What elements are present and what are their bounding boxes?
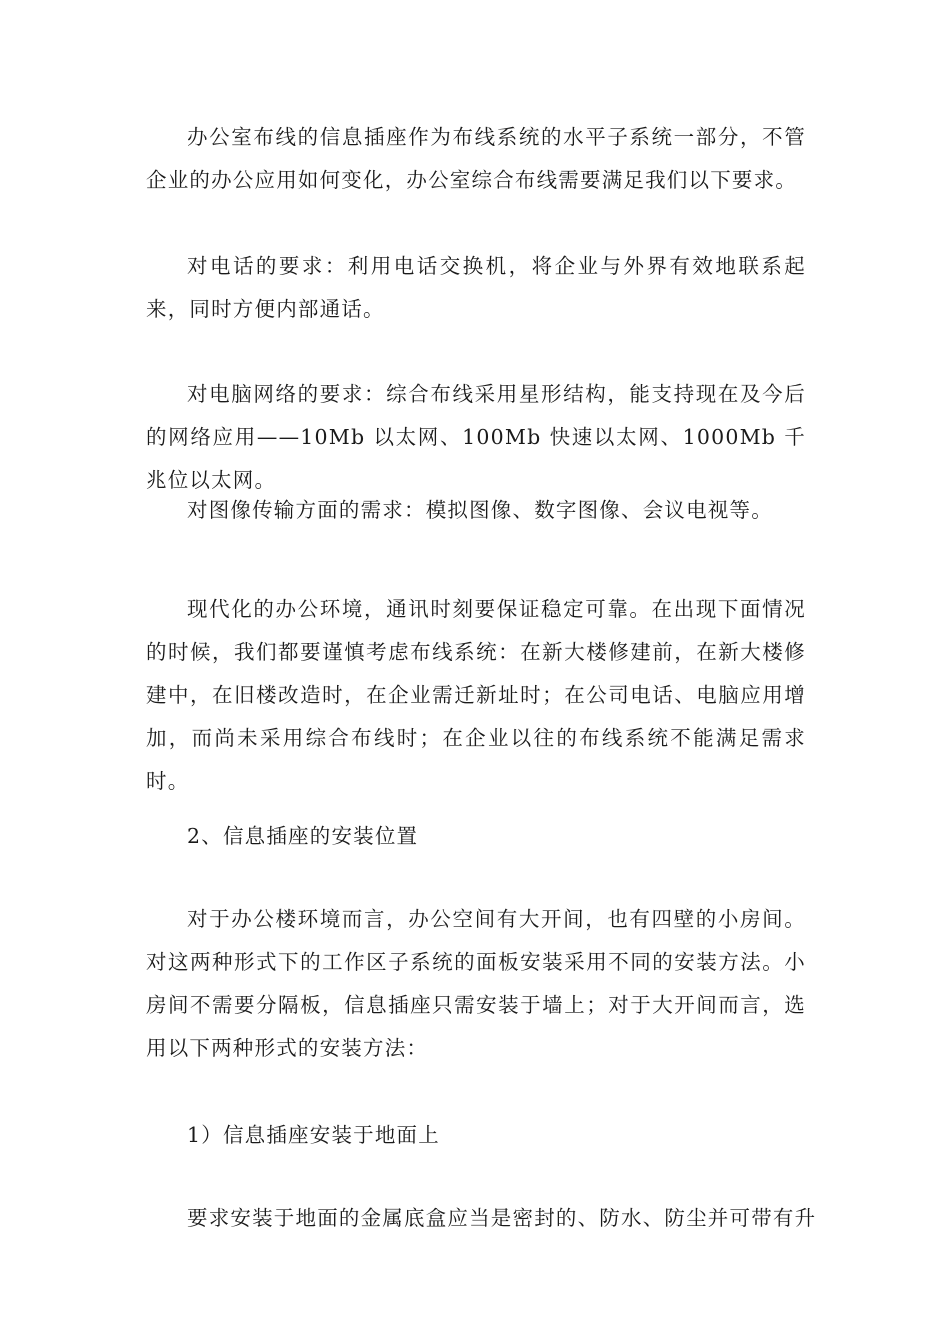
- paragraph-network-requirement: 对电脑网络的要求：综合布线采用星形结构，能支持现在及今后的网络应用——10Mb 以太网、100Mb 快速以太网、1000Mb 千兆位以太网。: [146, 382, 806, 492]
- paragraph-intro: 办公室布线的信息插座作为布线系统的水平子系统一部分，不管企业的办公应用如何变化，办公室综合布线需要满足我们以下要求。: [146, 125, 806, 192]
- paragraph-image-requirement: 对图像传输方面的需求：模拟图像、数字图像、会议电视等。: [187, 498, 773, 522]
- paragraph-floor-box-requirement: 要求安装于地面的金属底盒应当是密封的、防水、防尘并可带有升: [187, 1206, 817, 1230]
- subheading-floor-installation: 1）信息插座安装于地面上: [187, 1123, 440, 1147]
- paragraph-office-environment: 对于办公楼环境而言，办公空间有大开间，也有四壁的小房间。对这两种形式下的工作区子系统的面板安装采用不同的安装方法。小房间不需要分隔板，信息插座只需安装于墙上；对于大开间而言，选用以下两种形式的安装方法：: [146, 907, 806, 1060]
- section-heading-installation-position: 2、信息插座的安装位置: [187, 824, 419, 848]
- paragraph-modern-office: 现代化的办公环境，通讯时刻要保证稳定可靠。在出现下面情况的时候，我们都要谨慎考虑布线系统：在新大楼修建前，在新大楼修建中，在旧楼改造时，在企业需迁新址时；在公司电话、电脑应用增加，而尚未采用综合布线时；在企业以往的布线系统不能满足需求时。: [146, 597, 806, 793]
- paragraph-phone-requirement: 对电话的要求：利用电话交换机，将企业与外界有效地联系起来，同时方便内部通话。: [146, 254, 806, 321]
